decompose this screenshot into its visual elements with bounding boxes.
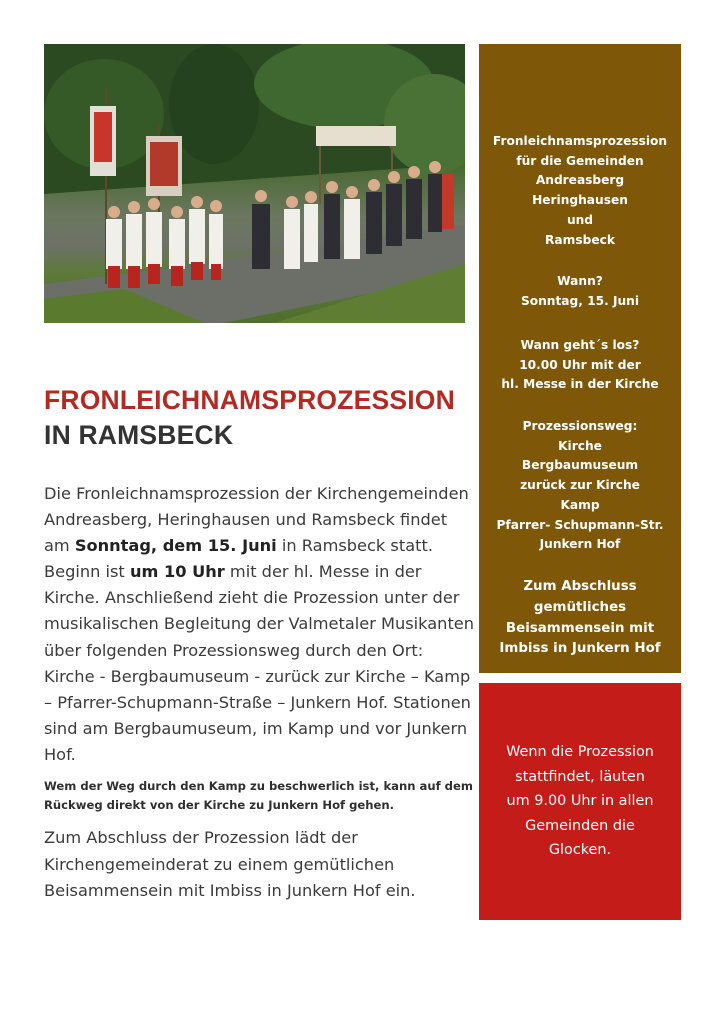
- sidebar-route-stop: Junkern Hof: [539, 537, 621, 552]
- sidebar-intro-line: Heringhausen: [532, 193, 628, 208]
- sidebar-final-line: gemütliches: [533, 599, 627, 615]
- sidebar-intro-line: für die Gemeinden: [516, 153, 644, 168]
- sidebar-intro-line: Ramsbeck: [545, 232, 615, 247]
- sidebar-start-heading: Wann geht´s los?: [520, 338, 640, 352]
- sidebar-intro: [479, 132, 681, 250]
- bells-line: Gemeinden die: [525, 817, 635, 834]
- bells-notice: [479, 683, 681, 920]
- bells-text: [479, 740, 681, 863]
- bells-line: stattfindet, läuten: [515, 768, 645, 785]
- sidebar-final: [479, 577, 681, 660]
- sidebar-route-stop: Kamp: [560, 497, 600, 512]
- page-title: [44, 383, 474, 453]
- sidebar-when-date: Sonntag, 15. Juni: [520, 293, 640, 308]
- body-text-part-1: Die Fronleichnamsprozession der Kirchengemeinden Andreasberg, Heringhausen und Ramsbeck findet am: [44, 484, 469, 556]
- bells-line: Glocken.: [548, 842, 612, 859]
- sidebar-route: [479, 417, 681, 555]
- sidebar-intro-line: Andreasberg: [535, 173, 625, 188]
- title-line-2: IN RAMSBECK: [44, 420, 234, 450]
- sidebar-start-line: 10.00 Uhr mit der: [519, 357, 641, 372]
- sidebar-route-stop: Pfarrer- Schupmann-Str.: [496, 517, 664, 532]
- sidebar-final-line: Imbiss in Junkern Hof: [499, 641, 661, 657]
- bells-line: Wenn die Prozession: [506, 744, 654, 760]
- info-sidebar: [479, 44, 681, 673]
- sidebar-start-line: hl. Messe in der Kirche: [501, 377, 659, 392]
- event-start-time: um 10 Uhr: [129, 562, 225, 582]
- sidebar-route-stop: Kirche: [558, 438, 602, 453]
- sidebar-route-stop: zurück zur Kirche: [520, 478, 640, 493]
- route-note: Wem der Weg durch den Kamp zu beschwerlich ist, kann auf dem Rückweg direkt von der Kirche zu Junkern Hof gehen.: [44, 779, 473, 812]
- sidebar-route-heading: Prozessionsweg:: [522, 419, 638, 433]
- sidebar-start: [479, 336, 681, 395]
- procession-photo-illustration: [44, 44, 465, 323]
- main-paragraph: [44, 481, 474, 768]
- event-date: Sonntag, dem 15. Juni: [74, 536, 277, 556]
- sidebar-route-stop: Bergbaumuseum: [521, 458, 639, 473]
- sidebar-final-line: Beisammensein mit: [505, 620, 655, 636]
- sidebar-final-line: Zum Abschluss: [523, 579, 637, 594]
- sidebar-intro-line: und: [566, 212, 594, 227]
- sidebar-when: [479, 272, 681, 311]
- closing-paragraph: Zum Abschluss der Prozession lädt der Kirchengemeinderat zu einem gemütlichen Beisammensein mit Imbiss in Junkern Hof ein.: [44, 828, 416, 900]
- bells-line: um 9.00 Uhr in allen: [506, 793, 654, 810]
- sidebar-when-heading: Wann?: [557, 274, 603, 288]
- body-text-part-3: mit der hl. Messe in der Kirche. Anschließend zieht die Prozession unter der musikalischen Begleitung der Valmetaler Musikanten über folgenden Prozessionsweg durch den Ort: Kirche - Bergbaumuseum - zurück zur Kirche – Kamp – Pfarrer-Schupmann-Straße – Junkern Hof. Stationen sind am Bergbaumuseum, im Kamp und vor Junkern Hof.: [44, 562, 475, 764]
- title-line-1: FRONLEICHNAMSPROZESSION: [44, 385, 455, 415]
- procession-photo: [44, 44, 465, 323]
- sidebar-intro-line: Fronleichnamsprozession: [492, 134, 668, 148]
- body-text-part-2: in Ramsbeck statt. Beginn ist: [44, 536, 433, 582]
